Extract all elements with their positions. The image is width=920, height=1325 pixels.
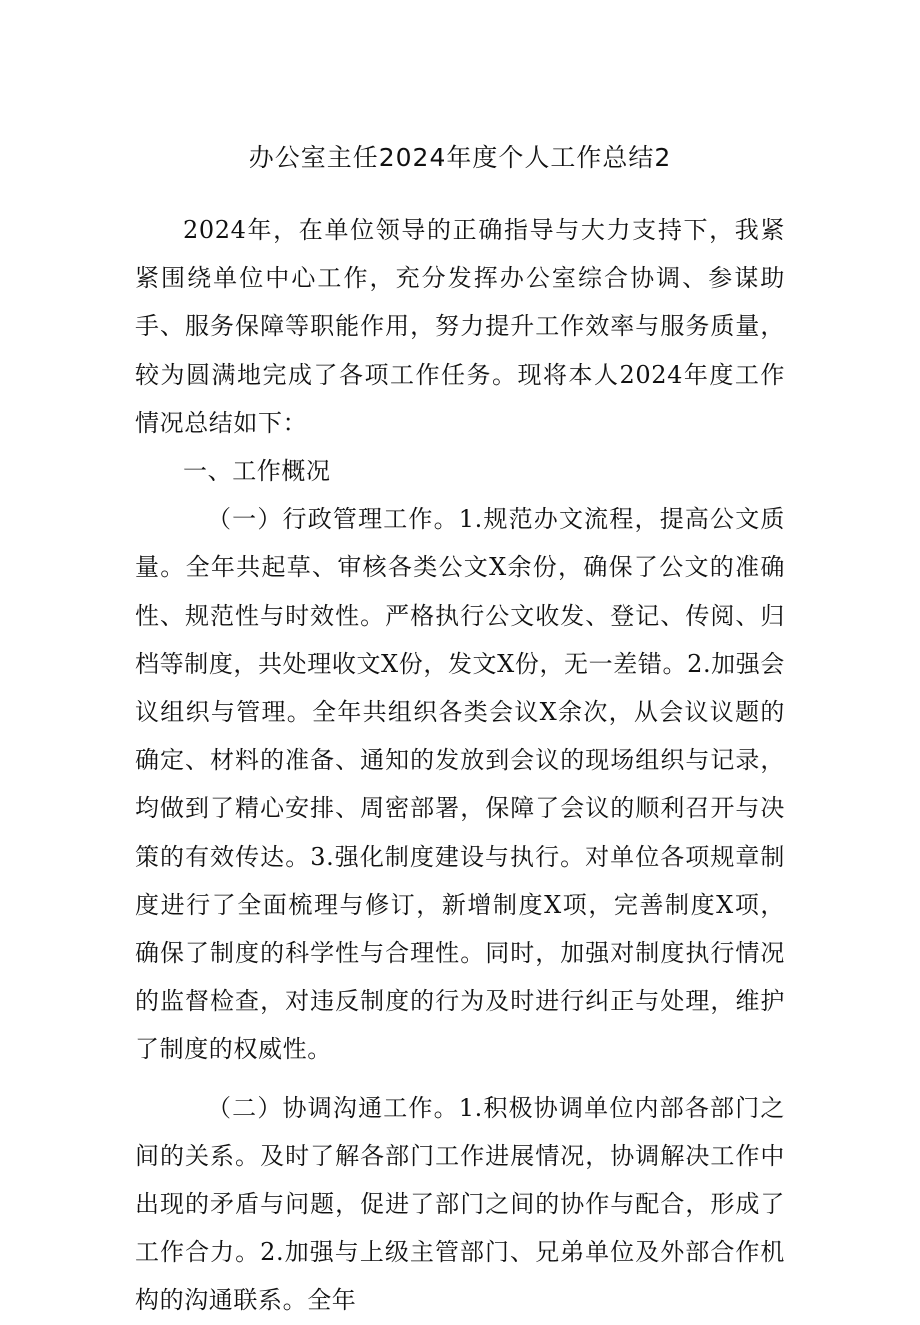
paragraph-administrative-management: （一）行政管理工作。1.规范办文流程，提高公文质量。全年共起草、审核各类公文X余份，确保了公文的准确性、规范性与时效性。严格执行公文收发、登记、传阅、归档等制度，共处理收文X份，发文X份，无一差错。2.加强会议组织与管理。全年共组织各类会议X余次，从会议议题的确定、材料的准备、通知的发放到会议的现场组织与记录，均做到了精心安排、周密部署，保障了会议的顺利召开与决策的有效传达。3.强化制度建设与执行。对单位各项规章制度进行了全面梳理与修订，新增制度X项，完善制度X项，确保了制度的科学性与合理性。同时，加强对制度执行情况的监督检查，对违反制度的行为及时进行纠正与处理，维护了制度的权威性。: [135, 505, 785, 1064]
section-heading-work-overview: 一、工作概况: [183, 457, 331, 486]
document-body: [135, 206, 785, 1325]
intro-paragraph: 2024年，在单位领导的正确指导与大力支持下，我紧紧围绕单位中心工作，充分发挥办公室综合协调、参谋助手、服务保障等职能作用，努力提升工作效率与服务质量，较为圆满地完成了各项工作任务。现将本人2024年度工作情况总结如下：: [135, 216, 785, 437]
paragraph-coordination-communication: （二）协调沟通工作。1.积极协调单位内部各部门之间的关系。及时了解各部门工作进展情况，协调解决工作中出现的矛盾与问题，促进了部门之间的协作与配合，形成了工作合力。2.加强与上级主管部门、兄弟单位及外部合作机构的沟通联系。全年: [135, 1093, 785, 1315]
paragraph-spacer: [135, 1074, 785, 1084]
document-title: 办公室主任2024年度个人工作总结2: [248, 143, 672, 172]
